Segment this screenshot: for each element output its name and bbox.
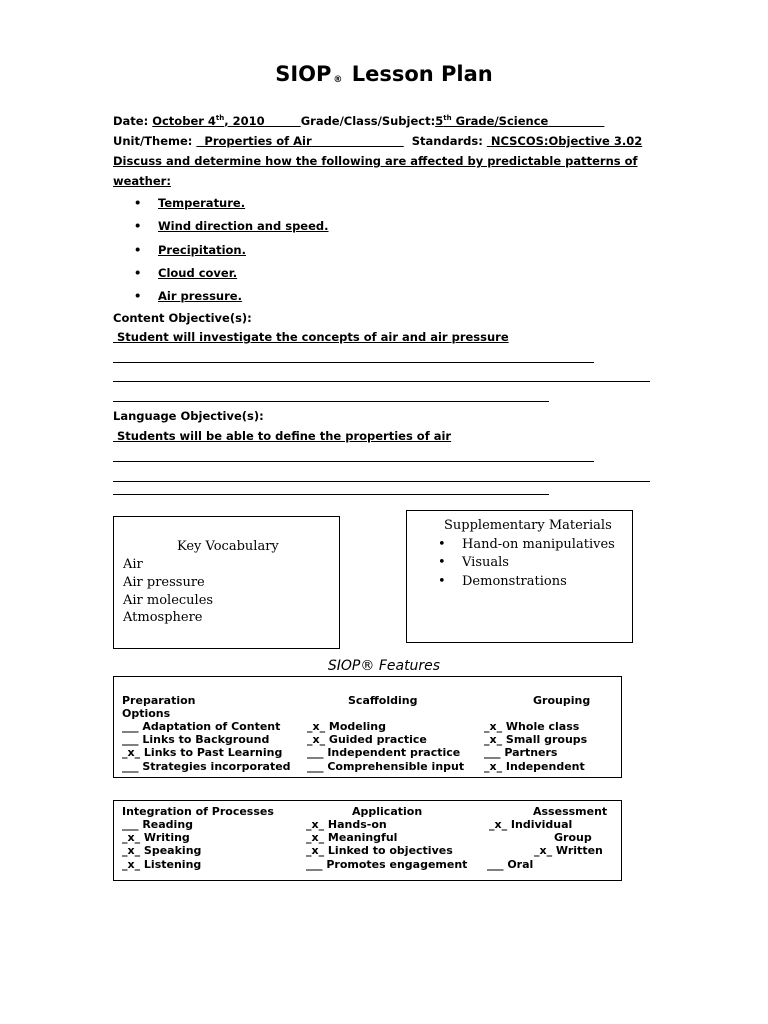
list-item: ___ Links to Background	[122, 733, 270, 746]
list-item: ___ Comprehensible input	[307, 760, 465, 773]
list-item: ___ Partners	[484, 746, 558, 759]
list-item: ___ Reading	[122, 818, 194, 831]
features-box-integration	[113, 800, 622, 881]
supplementary-materials-box	[406, 510, 633, 643]
standards-value: NCSCOS:Objective 3.02	[490, 134, 643, 148]
list-item: ___ Adaptation of Content	[122, 720, 281, 733]
language-objective-label: Language Objective(s):	[113, 409, 264, 423]
key-vocabulary-box	[113, 516, 340, 649]
language-objective-text: Students will be able to define the properties of air	[117, 429, 452, 443]
weather-list	[134, 196, 329, 312]
list-item: _x_ Linked to objectives	[306, 844, 453, 857]
page-title	[0, 62, 768, 86]
title-registered-mark: ®	[333, 75, 343, 85]
title-siop: SIOP	[275, 62, 332, 86]
list-item: _x_ Listening	[122, 858, 202, 871]
column-heading: Options	[122, 707, 171, 720]
bullet-icon: •	[438, 555, 446, 570]
column-heading: Assessment	[533, 805, 608, 818]
date-value: October 4th, 2010	[152, 114, 265, 128]
supplementary-heading: Supplementary Materials	[444, 518, 612, 533]
blank-line	[113, 362, 594, 363]
vocabulary-item: Air	[123, 557, 143, 572]
list-item: ___ Strategies incorporated	[122, 760, 291, 773]
vocabulary-item: Air pressure	[123, 575, 205, 590]
title-rest: Lesson Plan	[351, 62, 493, 86]
blank-line	[113, 461, 594, 462]
grade-label: Grade/Class/Subject:	[300, 114, 436, 128]
features-title: SIOP® Features	[327, 658, 441, 674]
supplementary-item: Demonstrations	[462, 574, 567, 589]
list-item: • Cloud cover.	[134, 265, 238, 280]
grade-value: 5th Grade/Science	[435, 114, 549, 128]
list-item: ___ Independent practice	[307, 746, 461, 759]
date-label: Date:	[113, 114, 149, 128]
vocabulary-item: Atmosphere	[123, 610, 203, 625]
list-item: ___ Oral	[487, 858, 534, 871]
key-vocabulary-heading: Key Vocabulary	[177, 539, 279, 554]
standards-label: Standards:	[411, 134, 483, 148]
unit-label: Unit/Theme:	[113, 134, 193, 148]
list-item: _x_ Modeling	[307, 720, 387, 733]
list-item: _x_ Speaking	[122, 844, 202, 857]
unit-standards-line	[113, 134, 642, 148]
list-item: _x_ Hands-on	[306, 818, 387, 831]
blank-line	[113, 401, 549, 402]
content-objective-text: Student will investigate the concepts of air and air pressure	[117, 330, 509, 344]
date-grade-line	[113, 114, 604, 128]
discuss-line-2: weather:	[113, 174, 171, 188]
list-item: ___ Promotes engagement	[306, 858, 468, 871]
blank-line	[113, 494, 549, 495]
list-item: _x_ Guided practice	[307, 733, 427, 746]
column-heading: Integration of Processes	[122, 805, 274, 818]
features-box-preparation	[113, 676, 622, 778]
list-item: • Temperature.	[134, 196, 246, 210]
list-item: _x_ Independent	[484, 760, 585, 773]
discuss-line-1: Discuss and determine how the following are affected by predictable patterns of	[113, 154, 638, 168]
column-heading: Application	[352, 805, 423, 818]
list-item: _x_ Written	[534, 844, 603, 857]
list-item: Group	[554, 831, 592, 844]
supplementary-item: Visuals	[462, 555, 509, 570]
column-heading: Preparation	[122, 694, 196, 707]
list-item: • Precipitation.	[134, 242, 246, 257]
column-heading: Scaffolding	[348, 694, 418, 707]
list-item: _x_ Meaningful	[306, 831, 398, 844]
list-item: _x_ Small groups	[484, 733, 588, 746]
column-heading: Grouping	[533, 694, 591, 707]
blank-line	[113, 481, 650, 482]
list-item: _x_ Whole class	[484, 720, 580, 733]
vocabulary-item: Air molecules	[123, 593, 214, 608]
list-item: • Air pressure.	[134, 289, 242, 304]
list-item: _x_ Links to Past Learning	[122, 746, 283, 759]
unit-value: Properties of Air	[204, 134, 312, 148]
list-item: • Wind direction and speed.	[134, 219, 329, 234]
blank-line	[113, 381, 650, 382]
bullet-icon: •	[438, 574, 446, 589]
content-objective-label: Content Objective(s):	[113, 311, 252, 325]
list-item: _x_ Writing	[122, 831, 190, 844]
list-item: _x_ Individual	[489, 818, 573, 831]
supplementary-item: Hand-on manipulatives	[462, 537, 615, 552]
bullet-icon: •	[438, 537, 446, 552]
